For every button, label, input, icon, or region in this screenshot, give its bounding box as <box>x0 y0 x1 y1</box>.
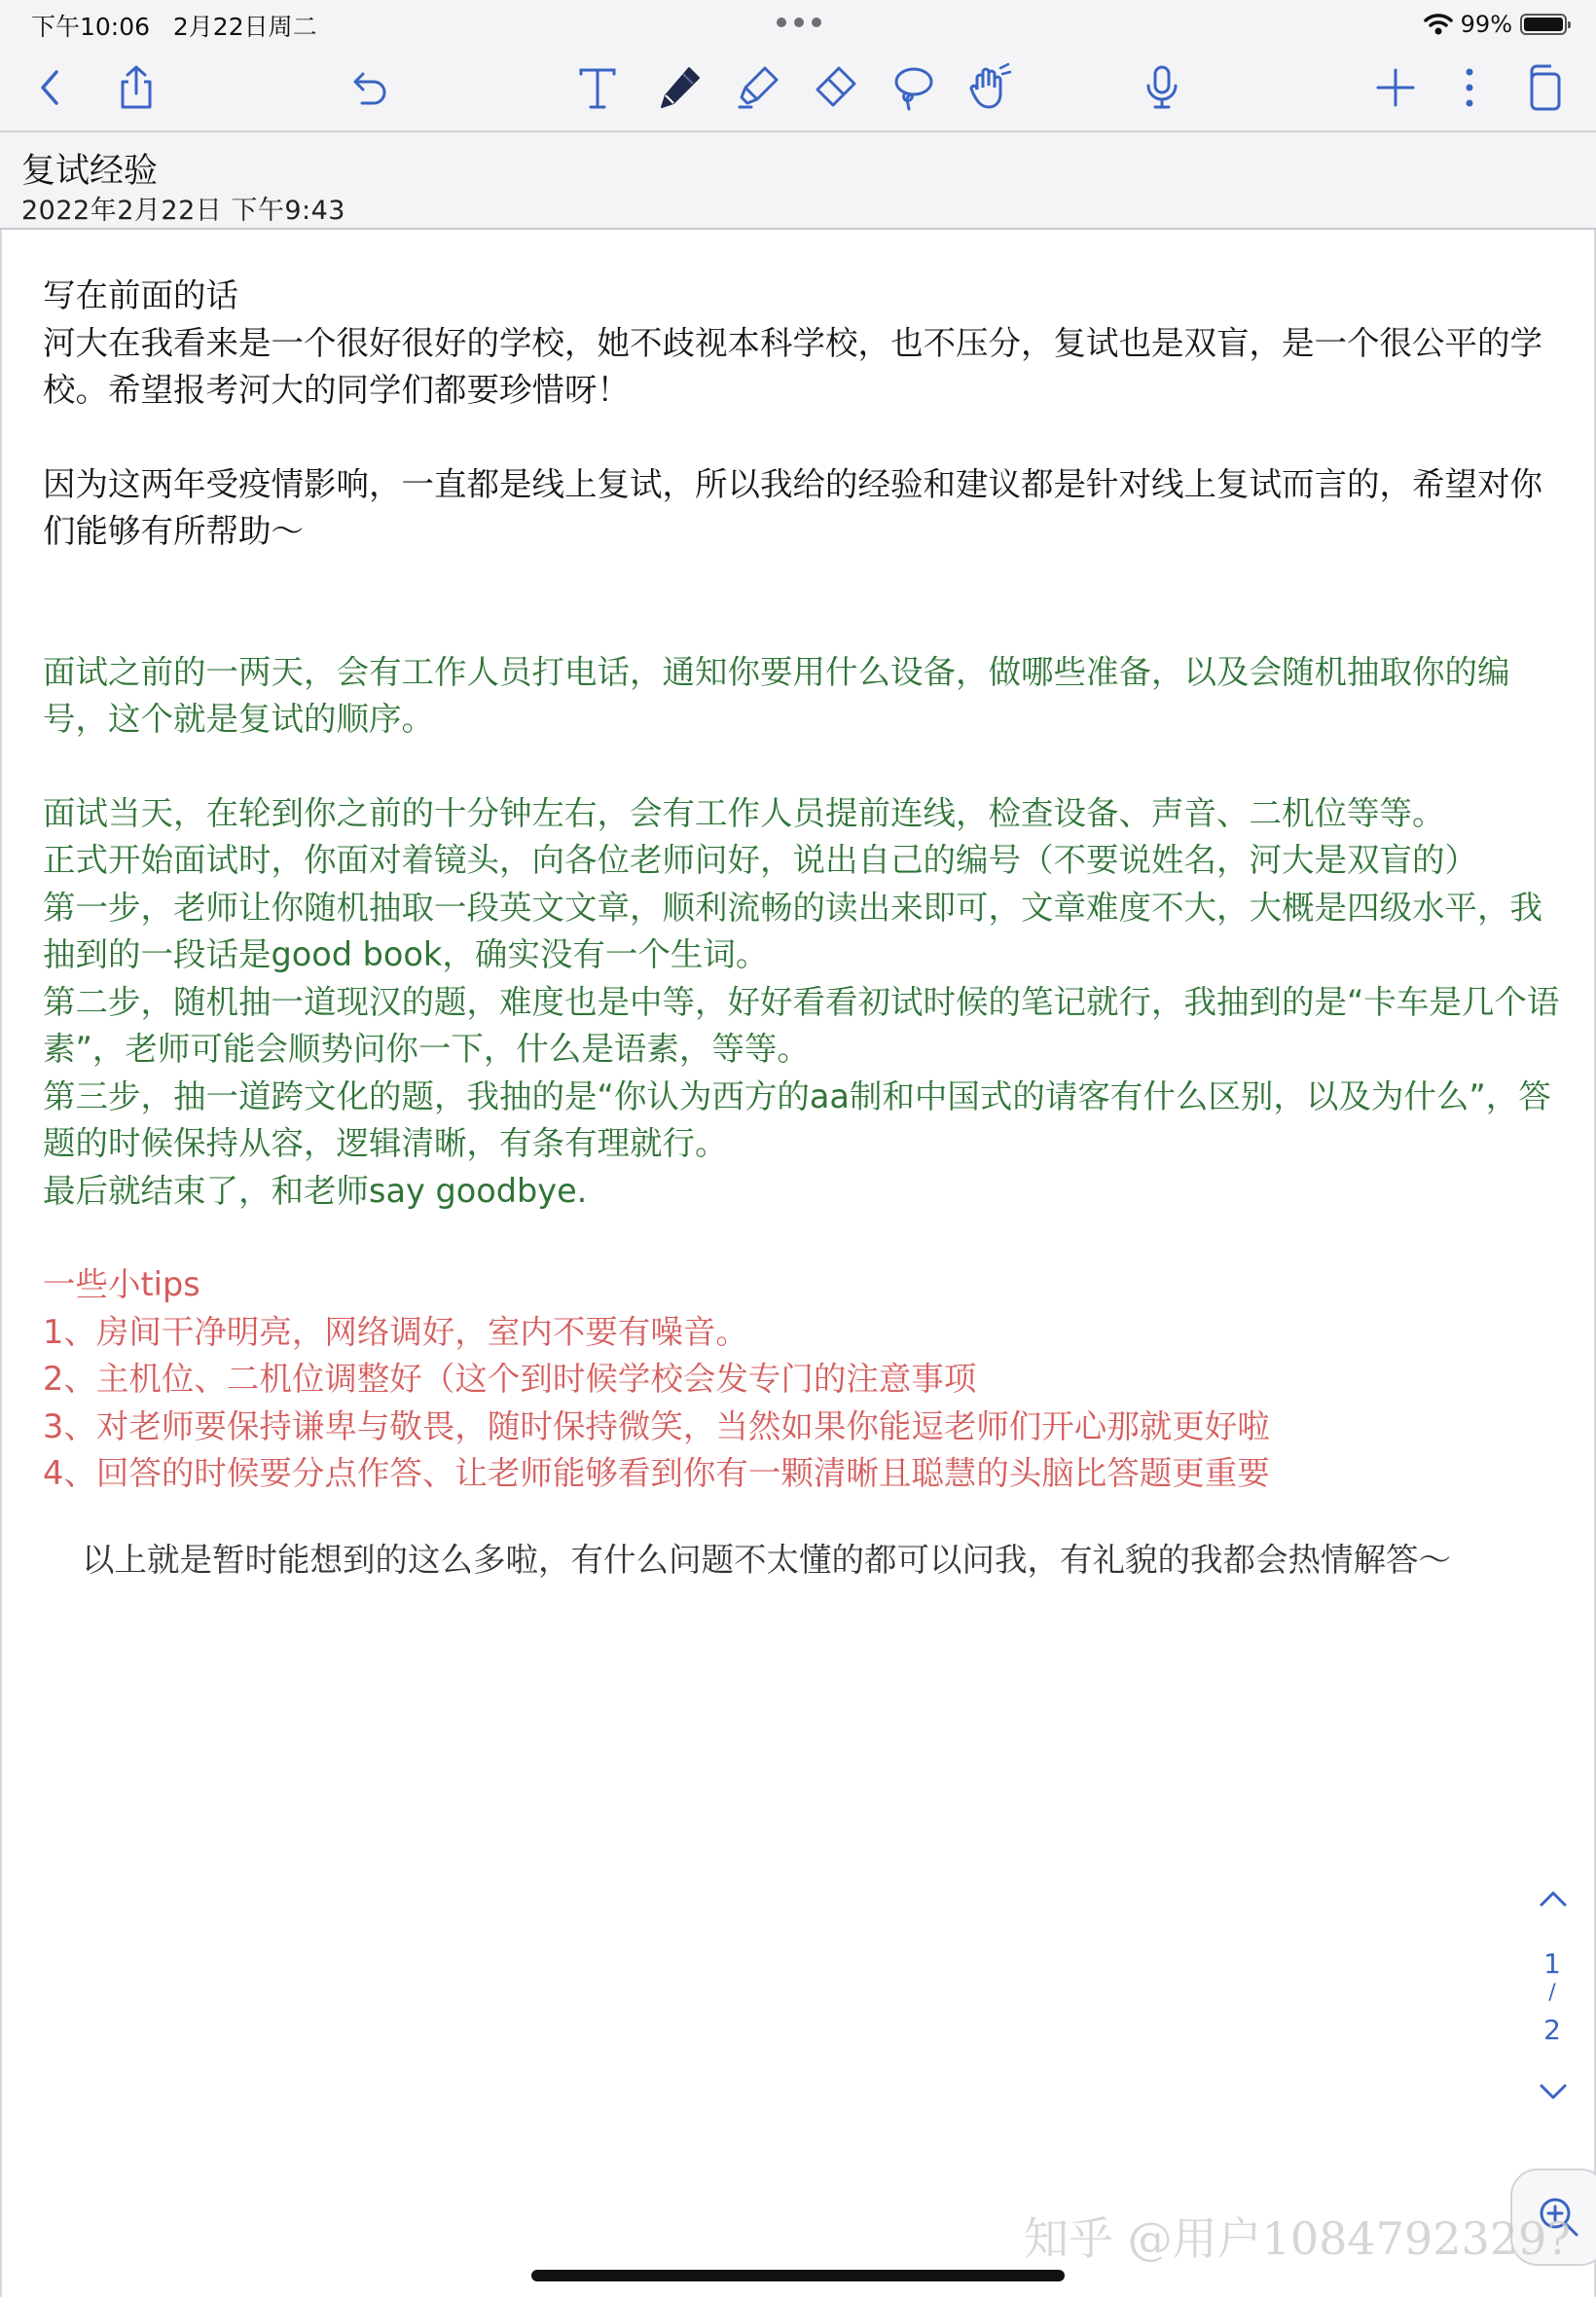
tip-2: 2、主机位、二机位调整好（这个到时候学校会发专门的注意事项 <box>43 1360 977 1398</box>
page-navigator <box>1518 1883 1586 2117</box>
page-up-icon[interactable] <box>1534 1883 1573 1913</box>
add-icon[interactable] <box>1364 56 1427 119</box>
intro-heading: 写在前面的话 <box>43 276 238 314</box>
status-right <box>1424 8 1567 41</box>
green-line-1: 面试之前的一两天，会有工作人员打电话，通知你要用什么设备，做哪些准备，以及会随机抽取你的编号，这个就是复试的顺序。 <box>43 652 1510 738</box>
green-line-3: 正式开始面试时，你面对着镜头，向各位老师问好，说出自己的编号（不要说姓名，河大是双盲的） <box>43 841 1477 879</box>
tips-heading: 一些小tips <box>43 1265 200 1303</box>
page-separator: / <box>1548 1981 1556 2005</box>
more-icon[interactable] <box>1438 56 1501 119</box>
highlighter-icon[interactable] <box>726 56 788 119</box>
page-down-icon[interactable] <box>1534 2078 1573 2107</box>
text-tool-icon[interactable] <box>566 56 629 119</box>
note-page[interactable] <box>0 230 1596 2297</box>
share-icon[interactable] <box>105 56 167 119</box>
microphone-icon[interactable] <box>1131 56 1193 119</box>
green-line-4: 第一步，老师让你随机抽取一段英文文章，顺利流畅的读出来即可，文章难度不大，大概是四级水平，我抽到的一段话是good book，确实没有一个生词。 <box>43 888 1542 973</box>
home-indicator[interactable] <box>531 2270 1065 2281</box>
intro-text: 河大在我看来是一个很好很好的学校，她不歧视本科学校，也不压分，复试也是双盲，是一个很公平的学校。希望报考河大的同学们都要珍惜呀！ <box>43 323 1542 409</box>
pages-icon[interactable] <box>1512 56 1575 119</box>
green-line-2: 面试当天，在轮到你之前的十分钟左右，会有工作人员提前连线，检查设备、声音、二机位等等。 <box>43 793 1445 832</box>
back-icon[interactable] <box>19 56 82 119</box>
undo-icon[interactable] <box>337 56 399 119</box>
current-page-number: 1 <box>1543 1948 1561 1980</box>
green-line-5: 第二步，随机抽一道现汉的题，难度也是中等，好好看看初试时候的笔记就行，我抽到的是“卡车是几个语素”，老师可能会顺势问你一下，什么是语素，等等。 <box>43 982 1560 1068</box>
pen-tool-icon[interactable] <box>648 56 710 119</box>
battery-icon <box>1520 14 1567 35</box>
status-date: 2月22日周二 <box>172 13 317 41</box>
green-line-6: 第三步，抽一道跨文化的题，我抽的是“你认为西方的aa制和中国式的请客有什么区别，以及为什么”，答题的时候保持从容，逻辑清晰，有条有理就行。 <box>43 1076 1551 1162</box>
toolbar <box>0 49 1596 132</box>
online-note: 因为这两年受疫情影响，一直都是线上复试，所以我给的经验和建议都是针对线上复试而言的，希望对你们能够有所帮助～ <box>43 464 1542 550</box>
note-header <box>0 132 1596 230</box>
lasso-icon[interactable] <box>882 56 944 119</box>
multitasking-dots-icon[interactable] <box>777 18 821 29</box>
status-time <box>31 8 317 43</box>
wifi-icon <box>1424 13 1453 36</box>
eraser-icon[interactable] <box>804 56 866 119</box>
tip-1: 1、房间干净明亮，网络调好，室内不要有噪音。 <box>43 1312 748 1351</box>
watermark: 知乎 @用户1084792329? <box>1024 2212 1571 2265</box>
status-clock: 下午10:06 <box>31 13 151 41</box>
green-line-7: 最后就结束了，和老师say goodbye. <box>43 1171 588 1210</box>
tip-4: 4、回答的时候要分点作答、让老师能够看到你有一颗清晰且聪慧的头脑比答题更重要 <box>43 1454 1270 1492</box>
note-title[interactable]: 复试经验 <box>21 152 159 191</box>
total-page-number: 2 <box>1543 2014 1561 2046</box>
note-date: 2022年2月22日 下午9:43 <box>21 196 345 226</box>
closing-text: 以上就是暂时能想到的这么多啦，有什么问题不太懂的都可以问我，有礼貌的我都会热情解答～ <box>82 1540 1451 1579</box>
battery-percent: 99% <box>1460 11 1512 38</box>
note-content <box>43 273 1561 1584</box>
status-bar <box>0 0 1596 49</box>
gesture-icon[interactable] <box>958 56 1020 119</box>
tip-3: 3、对老师要保持谦卑与敬畏，随时保持微笑，当然如果你能逗老师们开心那就更好啦 <box>43 1406 1270 1445</box>
